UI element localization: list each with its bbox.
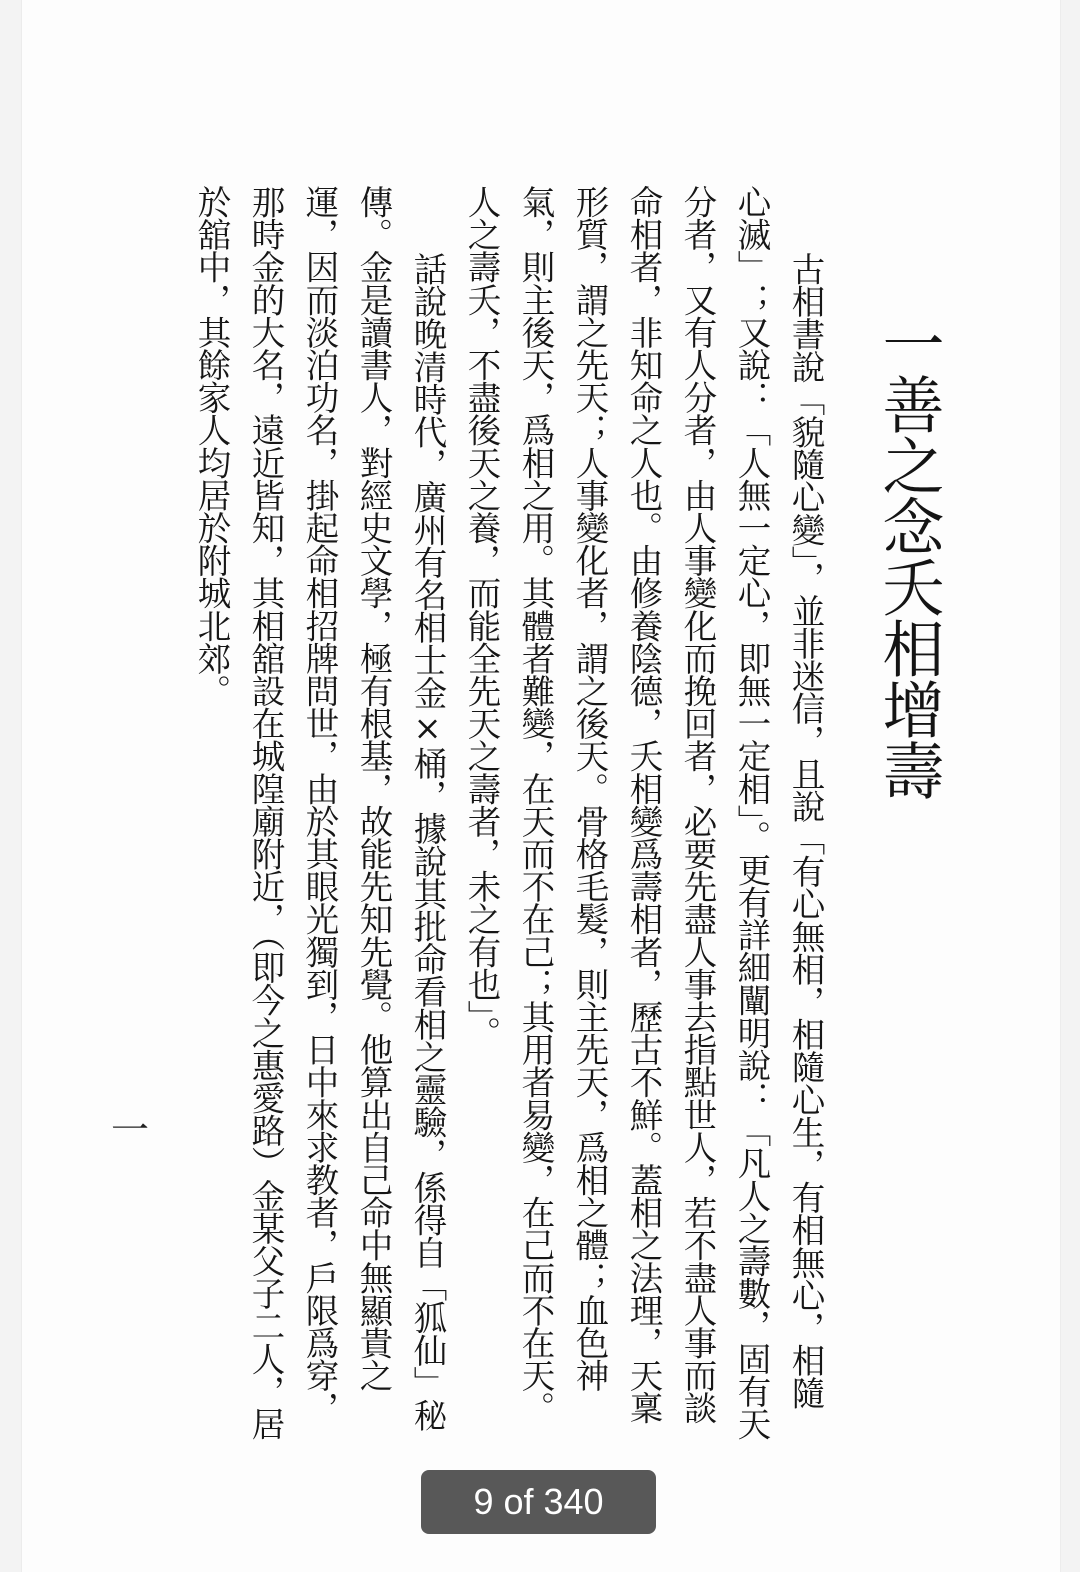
page-indicator: 9 of 340 (421, 1470, 656, 1534)
chapter-title: 一善之念夭相增壽 (872, 312, 945, 800)
paragraph: 古相書說「貌隨心變」，並非迷信，且說「有心無相，相隨心生，有相無心，相隨心滅」；又說：「人無一定心，即無一定相」。更有詳細闡明說：「凡人之壽數，固有天分者，又有人分者，由人事變化而挽回者，必要先盡人事去指點世人，若不盡人事而談命相者，非知命之人也。由修養陰德，夭相變爲壽相者，歷古不鮮。蓋相之法理，天稟形質，謂之先天；人事變化者，謂之後天。骨格毛髮，則主先天，爲相之體；血色神氣，則主後天，爲相之用。其體者難變，在天而不在己；其用者易變，在己而不在天。人之壽夭，不盡後天之養，而能全先天之壽者，未之有也」。 (462, 185, 825, 1440)
book-page (22, 0, 1060, 1572)
page-number: 一 (110, 1108, 149, 1152)
paragraph: 話說晚清時代，廣州有名相士金×桶，據說其批命看相之靈驗，係得自「狐仙」秘傳。金是讀書人，對經史文學，極有根基，故能先知先覺。他算出自己命中無顯貴之運，因而淡泊功名，掛起命相招牌問世，由於其眼光獨到，日中來求教者，戶限爲穿，那時金的大名，遠近皆知，其相舘設在城隍廟附近，（即今之惠愛路）金某父子二人，居於舘中，其餘家人均居於附城北郊。 (192, 185, 447, 1440)
body-text (182, 185, 832, 1440)
